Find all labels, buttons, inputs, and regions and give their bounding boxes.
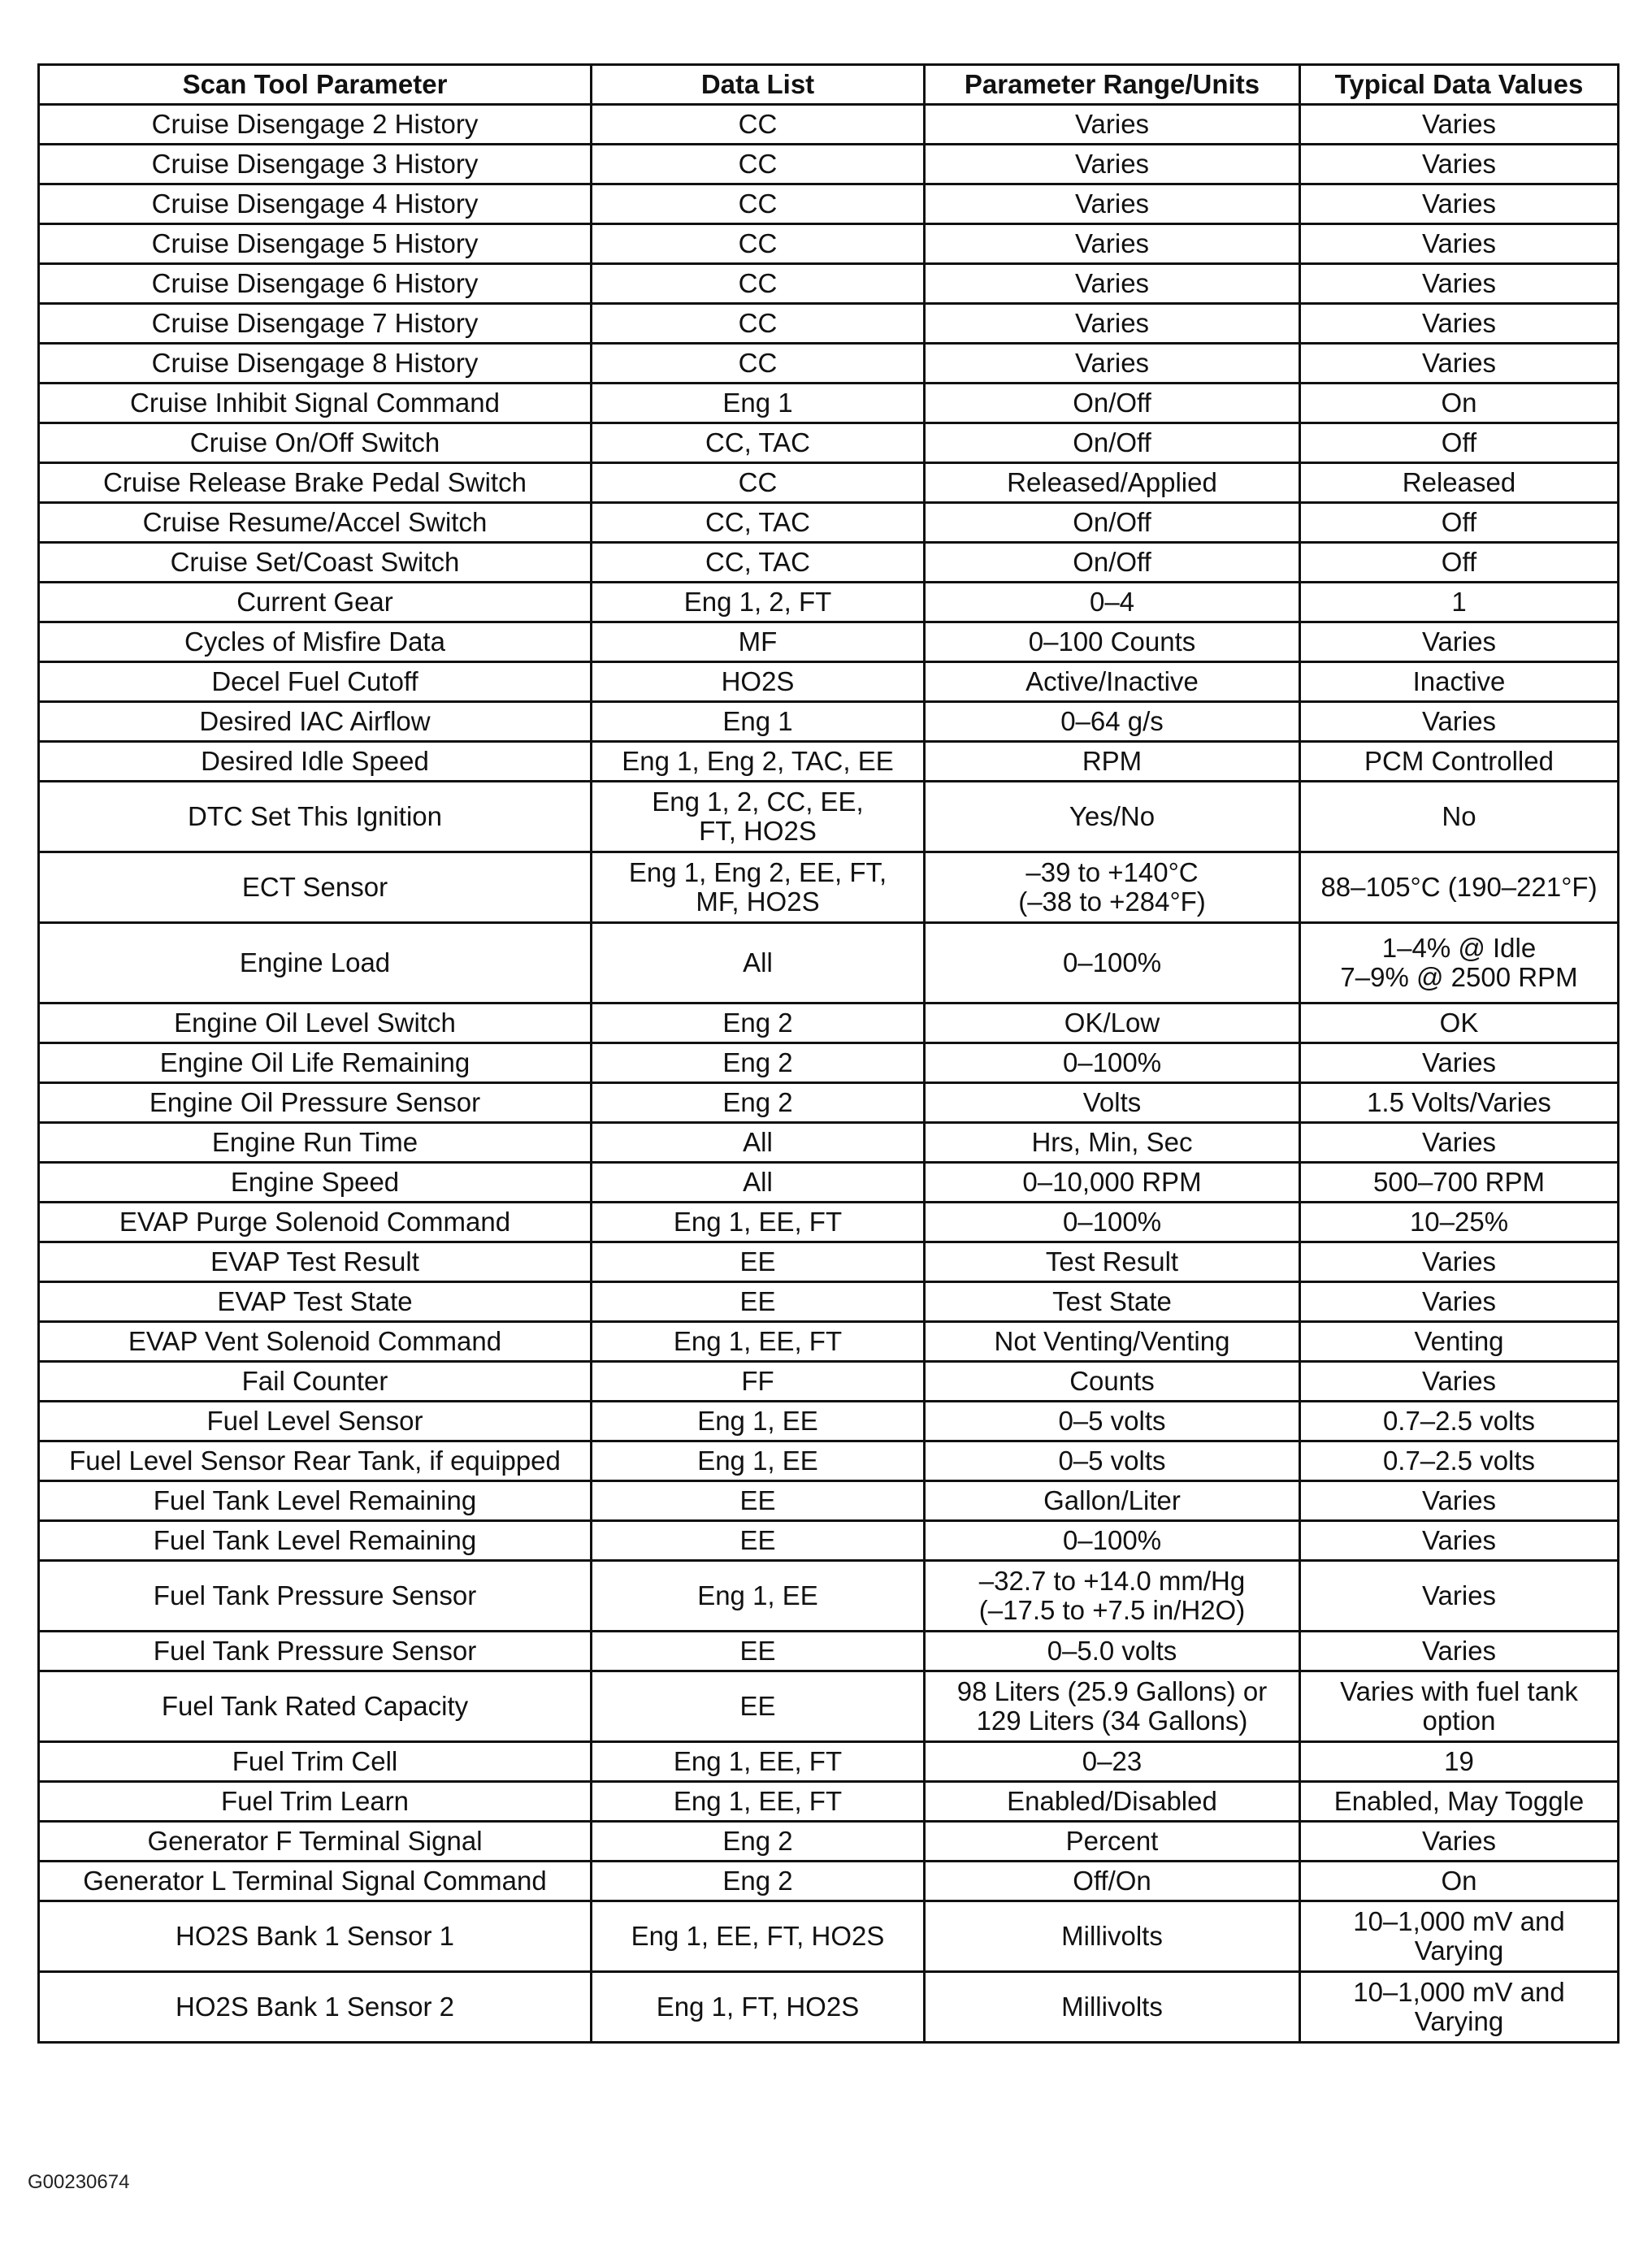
- cell-typical-value: Varies: [1300, 1043, 1619, 1083]
- cell-range-units: 0–23: [925, 1742, 1300, 1782]
- table-row: [39, 344, 1619, 384]
- table-row: [39, 1043, 1619, 1083]
- header-parameter-range-units: Parameter Range/Units: [925, 65, 1300, 105]
- cell-parameter: Fuel Trim Learn: [39, 1782, 592, 1822]
- cell-range-units: Varies: [925, 105, 1300, 145]
- cell-typical-value: Varies: [1300, 184, 1619, 224]
- cell-parameter: Fuel Tank Pressure Sensor: [39, 1561, 592, 1632]
- table-row: [39, 304, 1619, 344]
- cell-range-units: Off/On: [925, 1862, 1300, 1901]
- cell-range-units: Enabled/Disabled: [925, 1782, 1300, 1822]
- table-row: [39, 662, 1619, 702]
- cell-data-list: CC: [592, 304, 925, 344]
- cell-typical-value: 1: [1300, 583, 1619, 622]
- cell-parameter: HO2S Bank 1 Sensor 1: [39, 1901, 592, 1972]
- cell-parameter: EVAP Purge Solenoid Command: [39, 1203, 592, 1242]
- table-row: [39, 1521, 1619, 1561]
- cell-range-units: Volts: [925, 1083, 1300, 1123]
- cell-typical-value: Varies: [1300, 622, 1619, 662]
- table-row: [39, 1003, 1619, 1043]
- cell-data-list: EE: [592, 1242, 925, 1282]
- header-typical-data-values: Typical Data Values: [1300, 65, 1619, 105]
- cell-range-units: 98 Liters (25.9 Gallons) or 129 Liters (34 Gallons): [925, 1671, 1300, 1742]
- cell-range-units: 0–10,000 RPM: [925, 1163, 1300, 1203]
- table-row: [39, 1671, 1619, 1742]
- cell-range-units: 0–5.0 volts: [925, 1632, 1300, 1671]
- cell-parameter: Fuel Tank Pressure Sensor: [39, 1632, 592, 1671]
- table-row: [39, 184, 1619, 224]
- cell-typical-value: Varies: [1300, 1521, 1619, 1561]
- cell-range-units: On/Off: [925, 503, 1300, 543]
- cell-parameter: Fuel Level Sensor: [39, 1402, 592, 1441]
- cell-data-list: Eng 1, EE: [592, 1402, 925, 1441]
- cell-typical-value: 0.7–2.5 volts: [1300, 1441, 1619, 1481]
- table-row: [39, 622, 1619, 662]
- table-row: [39, 1742, 1619, 1782]
- cell-typical-value: Varies: [1300, 344, 1619, 384]
- cell-data-list: All: [592, 923, 925, 1003]
- cell-parameter: Engine Oil Level Switch: [39, 1003, 592, 1043]
- cell-range-units: Hrs, Min, Sec: [925, 1123, 1300, 1163]
- cell-data-list: CC, TAC: [592, 543, 925, 583]
- cell-range-units: RPM: [925, 742, 1300, 782]
- cell-parameter: Engine Speed: [39, 1163, 592, 1203]
- cell-typical-value: Varies: [1300, 105, 1619, 145]
- cell-range-units: Not Venting/Venting: [925, 1322, 1300, 1362]
- table-row: [39, 1972, 1619, 2043]
- cell-range-units: 0–4: [925, 583, 1300, 622]
- cell-data-list: Eng 1, EE, FT: [592, 1203, 925, 1242]
- cell-parameter: Fuel Level Sensor Rear Tank, if equipped: [39, 1441, 592, 1481]
- cell-parameter: Engine Oil Life Remaining: [39, 1043, 592, 1083]
- cell-range-units: 0–5 volts: [925, 1402, 1300, 1441]
- cell-range-units: Released/Applied: [925, 463, 1300, 503]
- table-row: [39, 923, 1619, 1003]
- table-row: [39, 1163, 1619, 1203]
- cell-data-list: CC: [592, 105, 925, 145]
- table-row: [39, 264, 1619, 304]
- cell-parameter: Desired Idle Speed: [39, 742, 592, 782]
- cell-typical-value: No: [1300, 782, 1619, 852]
- cell-parameter: Engine Load: [39, 923, 592, 1003]
- cell-data-list: CC: [592, 145, 925, 184]
- cell-data-list: Eng 1: [592, 702, 925, 742]
- cell-parameter: Cruise Resume/Accel Switch: [39, 503, 592, 543]
- cell-range-units: On/Off: [925, 384, 1300, 423]
- cell-range-units: Counts: [925, 1362, 1300, 1402]
- cell-data-list: Eng 2: [592, 1083, 925, 1123]
- table-row: [39, 1901, 1619, 1972]
- table-row: [39, 1242, 1619, 1282]
- cell-range-units: Test State: [925, 1282, 1300, 1322]
- cell-parameter: Generator F Terminal Signal: [39, 1822, 592, 1862]
- cell-parameter: EVAP Vent Solenoid Command: [39, 1322, 592, 1362]
- cell-parameter: Fuel Tank Rated Capacity: [39, 1671, 592, 1742]
- cell-parameter: Fail Counter: [39, 1362, 592, 1402]
- table-row: [39, 384, 1619, 423]
- table-row: [39, 702, 1619, 742]
- cell-data-list: Eng 1: [592, 384, 925, 423]
- cell-data-list: Eng 1, 2, CC, EE, FT, HO2S: [592, 782, 925, 852]
- cell-typical-value: 0.7–2.5 volts: [1300, 1402, 1619, 1441]
- table-row: [39, 1362, 1619, 1402]
- cell-parameter: Fuel Trim Cell: [39, 1742, 592, 1782]
- table-row: [39, 145, 1619, 184]
- cell-range-units: Varies: [925, 145, 1300, 184]
- cell-typical-value: 1–4% @ Idle 7–9% @ 2500 RPM: [1300, 923, 1619, 1003]
- cell-range-units: 0–100%: [925, 1043, 1300, 1083]
- cell-range-units: Test Result: [925, 1242, 1300, 1282]
- cell-typical-value: Varies: [1300, 1481, 1619, 1521]
- cell-range-units: 0–100%: [925, 1203, 1300, 1242]
- cell-typical-value: Varies: [1300, 1123, 1619, 1163]
- cell-parameter: Desired IAC Airflow: [39, 702, 592, 742]
- cell-parameter: Cruise Disengage 3 History: [39, 145, 592, 184]
- cell-typical-value: 500–700 RPM: [1300, 1163, 1619, 1203]
- cell-parameter: Cycles of Misfire Data: [39, 622, 592, 662]
- cell-typical-value: Varies: [1300, 1822, 1619, 1862]
- table-row: [39, 1822, 1619, 1862]
- cell-data-list: All: [592, 1123, 925, 1163]
- table-row: [39, 1282, 1619, 1322]
- table-row: [39, 224, 1619, 264]
- cell-range-units: On/Off: [925, 423, 1300, 463]
- cell-range-units: Varies: [925, 264, 1300, 304]
- table-row: [39, 782, 1619, 852]
- cell-data-list: CC: [592, 264, 925, 304]
- cell-data-list: CC, TAC: [592, 503, 925, 543]
- cell-parameter: Generator L Terminal Signal Command: [39, 1862, 592, 1901]
- table-row: [39, 1123, 1619, 1163]
- cell-data-list: CC: [592, 184, 925, 224]
- cell-data-list: Eng 1, EE, FT: [592, 1782, 925, 1822]
- cell-data-list: All: [592, 1163, 925, 1203]
- cell-parameter: ECT Sensor: [39, 852, 592, 923]
- cell-range-units: –32.7 to +14.0 mm/Hg (–17.5 to +7.5 in/H2O): [925, 1561, 1300, 1632]
- table-row: [39, 742, 1619, 782]
- cell-data-list: FF: [592, 1362, 925, 1402]
- cell-parameter: Cruise Disengage 7 History: [39, 304, 592, 344]
- cell-typical-value: Released: [1300, 463, 1619, 503]
- table-row: [39, 503, 1619, 543]
- cell-typical-value: Varies: [1300, 1362, 1619, 1402]
- cell-typical-value: PCM Controlled: [1300, 742, 1619, 782]
- cell-range-units: 0–5 volts: [925, 1441, 1300, 1481]
- cell-parameter: DTC Set This Ignition: [39, 782, 592, 852]
- table-row: [39, 463, 1619, 503]
- cell-parameter: EVAP Test State: [39, 1282, 592, 1322]
- cell-range-units: –39 to +140°C (–38 to +284°F): [925, 852, 1300, 923]
- cell-range-units: 0–100 Counts: [925, 622, 1300, 662]
- cell-typical-value: 88–105°C (190–221°F): [1300, 852, 1619, 923]
- cell-parameter: Cruise Disengage 8 History: [39, 344, 592, 384]
- table-row: [39, 1322, 1619, 1362]
- table-row: [39, 1862, 1619, 1901]
- cell-range-units: On/Off: [925, 543, 1300, 583]
- table-row: [39, 423, 1619, 463]
- cell-typical-value: 19: [1300, 1742, 1619, 1782]
- cell-parameter: Engine Run Time: [39, 1123, 592, 1163]
- cell-typical-value: On: [1300, 384, 1619, 423]
- cell-range-units: 0–100%: [925, 923, 1300, 1003]
- cell-data-list: Eng 1, Eng 2, EE, FT, MF, HO2S: [592, 852, 925, 923]
- header-scan-tool-parameter: Scan Tool Parameter: [39, 65, 592, 105]
- cell-range-units: Gallon/Liter: [925, 1481, 1300, 1521]
- cell-data-list: HO2S: [592, 662, 925, 702]
- cell-typical-value: Varies: [1300, 224, 1619, 264]
- cell-data-list: Eng 2: [592, 1862, 925, 1901]
- cell-parameter: Cruise Disengage 4 History: [39, 184, 592, 224]
- table-row: [39, 1441, 1619, 1481]
- cell-typical-value: 10–1,000 mV and Varying: [1300, 1972, 1619, 2043]
- cell-data-list: EE: [592, 1671, 925, 1742]
- table-row: [39, 1561, 1619, 1632]
- cell-typical-value: Varies with fuel tank option: [1300, 1671, 1619, 1742]
- cell-typical-value: Enabled, May Toggle: [1300, 1782, 1619, 1822]
- cell-data-list: Eng 2: [592, 1003, 925, 1043]
- cell-data-list: EE: [592, 1521, 925, 1561]
- table-row: [39, 543, 1619, 583]
- cell-parameter: Current Gear: [39, 583, 592, 622]
- cell-range-units: 0–64 g/s: [925, 702, 1300, 742]
- cell-data-list: Eng 2: [592, 1822, 925, 1862]
- cell-data-list: Eng 1, EE, FT: [592, 1322, 925, 1362]
- scan-tool-parameter-table: [37, 63, 1619, 2044]
- cell-data-list: CC: [592, 463, 925, 503]
- table-row: [39, 583, 1619, 622]
- figure-id: G00230674: [28, 2171, 130, 2193]
- cell-range-units: 0–100%: [925, 1521, 1300, 1561]
- cell-typical-value: Off: [1300, 423, 1619, 463]
- table-row: [39, 1203, 1619, 1242]
- cell-parameter: Fuel Tank Level Remaining: [39, 1521, 592, 1561]
- cell-data-list: CC: [592, 224, 925, 264]
- cell-typical-value: 1.5 Volts/Varies: [1300, 1083, 1619, 1123]
- cell-typical-value: Varies: [1300, 1561, 1619, 1632]
- cell-typical-value: Off: [1300, 503, 1619, 543]
- cell-data-list: CC, TAC: [592, 423, 925, 463]
- cell-data-list: Eng 1, EE: [592, 1441, 925, 1481]
- cell-range-units: Percent: [925, 1822, 1300, 1862]
- cell-data-list: Eng 1, EE: [592, 1561, 925, 1632]
- table-body: [39, 105, 1619, 2043]
- cell-parameter: Cruise On/Off Switch: [39, 423, 592, 463]
- cell-data-list: Eng 1, 2, FT: [592, 583, 925, 622]
- table-row: [39, 1481, 1619, 1521]
- cell-typical-value: On: [1300, 1862, 1619, 1901]
- cell-typical-value: Varies: [1300, 304, 1619, 344]
- cell-typical-value: Off: [1300, 543, 1619, 583]
- cell-data-list: CC: [592, 344, 925, 384]
- cell-parameter: Cruise Disengage 6 History: [39, 264, 592, 304]
- cell-parameter: Decel Fuel Cutoff: [39, 662, 592, 702]
- cell-data-list: EE: [592, 1282, 925, 1322]
- cell-range-units: Yes/No: [925, 782, 1300, 852]
- cell-typical-value: Inactive: [1300, 662, 1619, 702]
- cell-data-list: MF: [592, 622, 925, 662]
- cell-data-list: Eng 1, FT, HO2S: [592, 1972, 925, 2043]
- cell-typical-value: OK: [1300, 1003, 1619, 1043]
- cell-data-list: EE: [592, 1481, 925, 1521]
- cell-typical-value: Varies: [1300, 1242, 1619, 1282]
- cell-range-units: Millivolts: [925, 1901, 1300, 1972]
- cell-range-units: Active/Inactive: [925, 662, 1300, 702]
- cell-range-units: Varies: [925, 224, 1300, 264]
- table-row: [39, 105, 1619, 145]
- table-row: [39, 1782, 1619, 1822]
- header-row: [39, 65, 1619, 105]
- cell-parameter: EVAP Test Result: [39, 1242, 592, 1282]
- cell-parameter: Cruise Release Brake Pedal Switch: [39, 463, 592, 503]
- header-data-list: Data List: [592, 65, 925, 105]
- cell-range-units: Varies: [925, 304, 1300, 344]
- cell-range-units: Varies: [925, 184, 1300, 224]
- table-row: [39, 1402, 1619, 1441]
- cell-data-list: Eng 1, EE, FT: [592, 1742, 925, 1782]
- cell-parameter: Cruise Disengage 2 History: [39, 105, 592, 145]
- cell-data-list: Eng 1, EE, FT, HO2S: [592, 1901, 925, 1972]
- cell-parameter: Cruise Disengage 5 History: [39, 224, 592, 264]
- cell-parameter: Cruise Inhibit Signal Command: [39, 384, 592, 423]
- cell-typical-value: Varies: [1300, 702, 1619, 742]
- cell-typical-value: Varies: [1300, 264, 1619, 304]
- cell-parameter: Engine Oil Pressure Sensor: [39, 1083, 592, 1123]
- cell-typical-value: Varies: [1300, 1282, 1619, 1322]
- cell-data-list: Eng 2: [592, 1043, 925, 1083]
- cell-parameter: HO2S Bank 1 Sensor 2: [39, 1972, 592, 2043]
- cell-typical-value: 10–25%: [1300, 1203, 1619, 1242]
- cell-range-units: Varies: [925, 344, 1300, 384]
- cell-parameter: Fuel Tank Level Remaining: [39, 1481, 592, 1521]
- cell-typical-value: Venting: [1300, 1322, 1619, 1362]
- cell-typical-value: Varies: [1300, 145, 1619, 184]
- table-row: [39, 852, 1619, 923]
- cell-data-list: EE: [592, 1632, 925, 1671]
- cell-typical-value: 10–1,000 mV and Varying: [1300, 1901, 1619, 1972]
- cell-parameter: Cruise Set/Coast Switch: [39, 543, 592, 583]
- cell-range-units: Millivolts: [925, 1972, 1300, 2043]
- table-row: [39, 1632, 1619, 1671]
- cell-range-units: OK/Low: [925, 1003, 1300, 1043]
- cell-data-list: Eng 1, Eng 2, TAC, EE: [592, 742, 925, 782]
- table-row: [39, 1083, 1619, 1123]
- cell-typical-value: Varies: [1300, 1632, 1619, 1671]
